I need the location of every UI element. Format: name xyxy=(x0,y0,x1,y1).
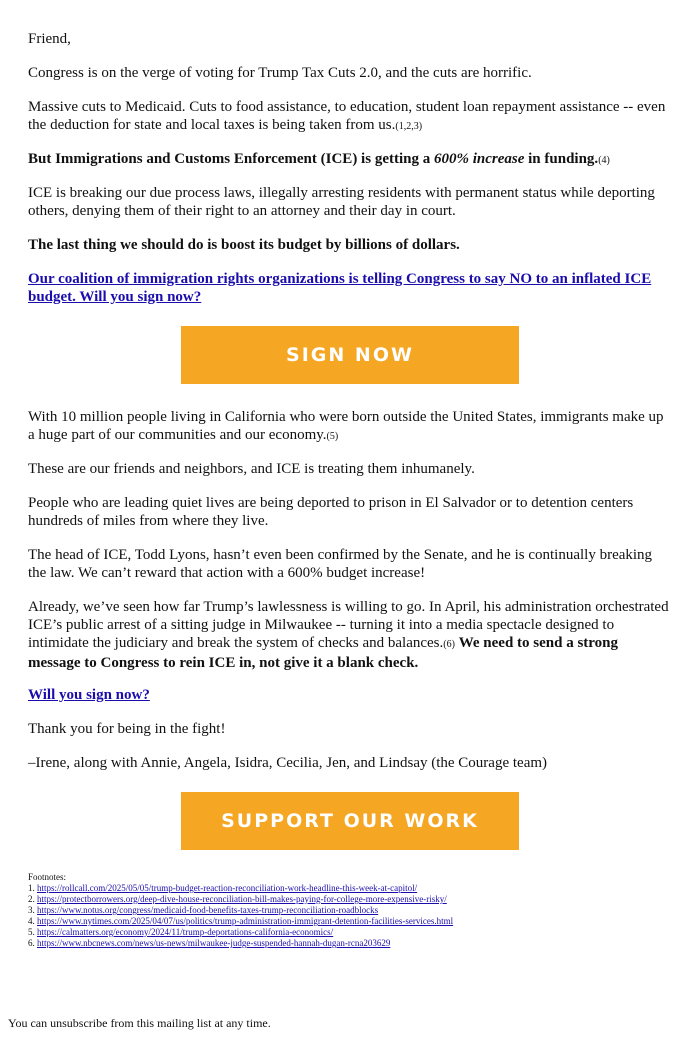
california-text: With 10 million people living in California who were born outside the United States, immigrants make up a huge part of our communities and our economy. xyxy=(28,409,664,443)
ice-breaking-paragraph: ICE is breaking our due process laws, illegally arresting residents with permanent status while deporting others, denying them of their right to an attorney and their day in court. xyxy=(28,185,655,219)
last-thing-paragraph xyxy=(28,236,460,254)
footnote-item xyxy=(28,927,678,938)
footnote-ref: (5) xyxy=(326,431,339,442)
coalition-link-text: Our coalition of immigration rights organizations is telling Congress to say NO to an inflated ICE budget. Will you sign now? xyxy=(28,271,652,305)
footnote-ref: (6) xyxy=(443,639,455,650)
ice-funding-emphasis: 600% increase xyxy=(433,151,525,167)
already-bold-text: We need to send a strong message to Congress to rein ICE in, not give it a blank check. xyxy=(28,635,619,671)
sign-now-button[interactable]: SIGN NOW xyxy=(181,326,519,384)
coalition-paragraph xyxy=(28,270,673,306)
already-paragraph xyxy=(28,598,673,672)
footnotes-heading: Footnotes: xyxy=(28,872,67,882)
footnote-number: 6. xyxy=(28,938,35,948)
footnote-number: 4. xyxy=(28,916,35,926)
will-you-sign-link-text: Will you sign now? xyxy=(28,687,150,703)
coalition-link[interactable] xyxy=(28,271,651,305)
footnote-link[interactable]: https://www.notus.org/congress/medicaid-food-benefits-taxes-trump-reconciliation-roadblocks xyxy=(37,905,379,915)
footnote-item xyxy=(28,938,678,949)
last-thing-text: The last thing we should do is boost its budget by billions of dollars. xyxy=(28,237,460,253)
footnote-number: 1. xyxy=(28,883,35,893)
footnotes xyxy=(28,872,678,949)
footnote-link[interactable]: https://calmatters.org/economy/2024/11/trump-deportations-california-economics/ xyxy=(37,927,334,937)
intro-paragraph: Congress is on the verge of voting for Trump Tax Cuts 2.0, and the cuts are horrific. xyxy=(28,65,532,81)
footnote-link[interactable]: https://www.nbcnews.com/news/us-news/milwaukee-judge-suspended-hannah-dugan-rcna203629 xyxy=(37,938,391,948)
ice-funding-paragraph xyxy=(28,150,610,170)
cuts-text: Massive cuts to Medicaid. Cuts to food assistance, to education, student loan repayment assistance -- even the deduction for state and local taxes is being taken from us. xyxy=(28,99,666,133)
thanks-paragraph: Thank you for being in the fight! xyxy=(28,721,226,737)
footnote-item xyxy=(28,894,678,905)
cuts-paragraph xyxy=(28,98,673,136)
footnote-number: 2. xyxy=(28,894,35,904)
ice-funding-text-after: in funding. xyxy=(524,151,599,167)
signoff: –Irene, along with Annie, Angela, Isidra, Cecilia, Jen, and Lindsay (the Courage team) xyxy=(28,755,548,771)
ice-funding-text: But Immigrations and Customs Enforcement (ICE) is getting a xyxy=(28,151,434,167)
footnote-item xyxy=(28,883,678,894)
footnote-number: 5. xyxy=(28,927,35,937)
will-sign-paragraph xyxy=(28,686,150,704)
head-of-ice-paragraph: The head of ICE, Todd Lyons, hasn’t even been confirmed by the Senate, and he is continually breaking the law. We can’t reward that action with a 600% budget increase! xyxy=(28,547,653,581)
footnote-number: 3. xyxy=(28,905,35,915)
will-you-sign-link[interactable] xyxy=(28,687,150,703)
footnote-ref: (4) xyxy=(598,155,610,166)
quiet-lives-paragraph: People who are leading quiet lives are being deported to prison in El Salvador or to detention centers hundreds of miles from where they live. xyxy=(28,495,634,529)
greeting: Friend, xyxy=(28,31,71,47)
already-text: Already, we’ve seen how far Trump’s lawlessness is willing to go. In April, his administration orchestrated ICE’s public arrest of a sitting judge in Milwaukee -- turning it into a media spectacle designed to intimidate the judiciary and break the system of checks and balances. xyxy=(28,599,669,651)
footnote-item xyxy=(28,905,678,916)
support-our-work-button[interactable]: SUPPORT OUR WORK xyxy=(181,792,519,850)
footnote-ref: (1,2,3) xyxy=(395,121,423,132)
footnote-link[interactable]: https://rollcall.com/2025/05/05/trump-budget-reaction-reconciliation-work-headline-this-week-at-capitol/ xyxy=(37,883,418,893)
unsubscribe-notice: You can unsubscribe from this mailing list at any time. xyxy=(8,1016,271,1030)
footnote-link[interactable]: https://protectborrowers.org/deep-dive-house-reconciliation-bill-makes-paying-for-college-more-expensive-risky/ xyxy=(37,894,447,904)
footnote-item xyxy=(28,916,678,927)
footnote-link[interactable]: https://www.nytimes.com/2025/04/07/us/politics/trump-administration-immigrant-detention-facilities-services.html xyxy=(37,916,454,926)
california-paragraph xyxy=(28,408,673,446)
friends-paragraph: These are our friends and neighbors, and ICE is treating them inhumanely. xyxy=(28,461,475,477)
